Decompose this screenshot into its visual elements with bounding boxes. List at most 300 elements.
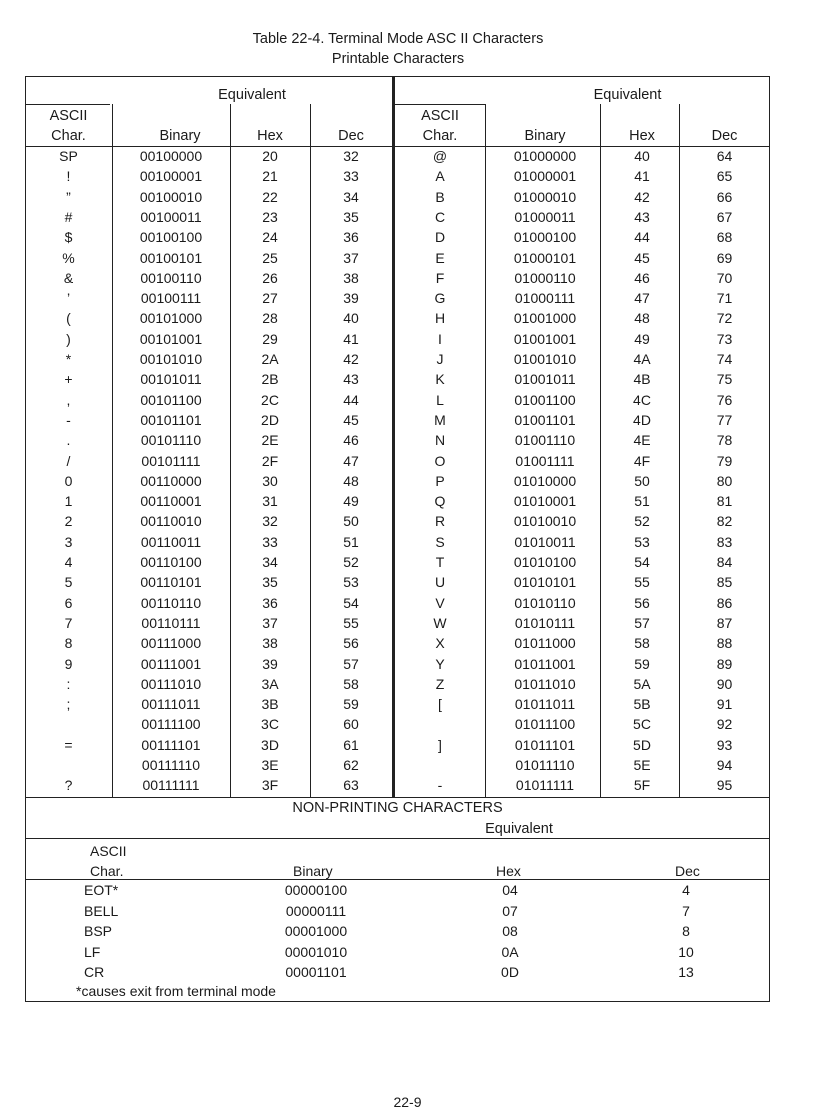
right-dec-cell: 82 <box>716 513 733 530</box>
table-row <box>0 227 815 247</box>
right-char-cell: W <box>433 614 447 631</box>
left-hex-cell: 22 <box>262 188 278 205</box>
right-hex-cell: 52 <box>634 513 650 530</box>
equivalent-header-left: Equivalent <box>218 87 286 103</box>
table-row <box>0 552 815 572</box>
right-char-cell: Z <box>435 675 445 692</box>
right-binary-cell: 01011111 <box>515 777 575 794</box>
right-binary-cell: 01000000 <box>513 148 577 164</box>
dec-header-left: Dec <box>338 128 364 144</box>
right-dec-cell: 93 <box>716 736 733 753</box>
right-char-cell: N <box>434 432 446 449</box>
left-dec-cell: 59 <box>343 696 359 713</box>
table-row <box>0 572 815 592</box>
left-binary-cell: 00101010 <box>139 351 203 367</box>
right-hex-cell: 4A <box>633 351 651 367</box>
right-dec-cell: 91 <box>716 696 733 713</box>
right-dec-cell: 84 <box>716 554 733 570</box>
table-row <box>0 471 815 491</box>
right-char-cell: X <box>435 635 445 652</box>
right-hex-cell: 4C <box>633 391 651 408</box>
left-dec-cell: 44 <box>343 391 359 408</box>
right-hex-cell: 4F <box>633 452 651 469</box>
np-hex-cell: 04 <box>502 882 518 898</box>
right-dec-cell: 66 <box>716 188 733 205</box>
table-row <box>0 410 815 430</box>
right-dec-cell: 80 <box>716 472 733 489</box>
left-char-cell: 9 <box>64 655 73 672</box>
left-dec-cell: 53 <box>343 574 359 591</box>
left-hex-cell: 39 <box>262 655 278 672</box>
ascii-header-left: ASCII <box>49 108 88 124</box>
left-dec-cell: 51 <box>343 533 359 550</box>
left-char-cell: SP <box>59 148 78 164</box>
right-binary-cell: 01000111 <box>514 290 576 307</box>
left-dec-cell: 62 <box>343 757 359 773</box>
table-row <box>0 511 815 531</box>
left-char-cell: 5 <box>64 574 73 591</box>
left-binary-cell: 00100001 <box>139 168 203 185</box>
right-binary-cell: 01010100 <box>513 554 577 570</box>
left-hex-cell: 3D <box>261 736 279 753</box>
right-dec-cell: 95 <box>716 777 733 794</box>
np-title: NON-PRINTING CHARACTERS <box>292 800 503 816</box>
left-binary-cell: 00100010 <box>139 188 203 205</box>
right-char-cell: O <box>434 452 446 469</box>
left-binary-cell: 00110011 <box>140 533 202 550</box>
np-dec-cell: 4 <box>682 882 690 898</box>
right-binary-cell: 01000101 <box>513 249 577 266</box>
left-char-cell: : <box>66 675 71 692</box>
right-binary-cell: 01001101 <box>514 411 576 428</box>
right-hex-cell: 5D <box>633 736 651 753</box>
left-dec-cell: 57 <box>343 655 359 672</box>
table-row <box>0 248 815 268</box>
np-binary-cell: 00000100 <box>284 882 348 898</box>
np-char-cell: BSP <box>84 923 113 939</box>
left-char-cell: . <box>66 432 71 449</box>
left-hex-cell: 3F <box>261 777 279 794</box>
left-char-cell: ) <box>66 330 71 347</box>
table-row <box>0 735 815 755</box>
table-row <box>0 633 815 653</box>
right-binary-cell: 01011000 <box>514 635 576 652</box>
left-char-cell: ! <box>66 168 71 185</box>
left-dec-cell: 63 <box>343 777 359 794</box>
table-title: Table 22-4. Terminal Mode ASC II Characters <box>252 31 544 47</box>
left-hex-cell: 38 <box>262 635 278 652</box>
left-char-cell: 2 <box>64 513 73 530</box>
left-dec-cell: 49 <box>343 493 359 510</box>
left-hex-cell: 27 <box>262 290 278 307</box>
left-dec-cell: 33 <box>343 168 359 185</box>
right-binary-cell: 01000001 <box>513 168 577 185</box>
np-table-row <box>0 942 815 962</box>
left-hex-cell: 21 <box>262 168 278 185</box>
right-hex-cell: 51 <box>634 493 650 510</box>
np-dec-header: Dec <box>675 863 700 879</box>
right-binary-cell: 01010111 <box>514 614 576 631</box>
table-row <box>0 166 815 186</box>
np-char-header: Char. <box>90 863 124 879</box>
right-dec-cell: 86 <box>716 594 733 611</box>
np-hex-cell: 08 <box>502 923 518 939</box>
left-dec-cell: 32 <box>343 148 359 164</box>
np-table-row <box>0 901 815 921</box>
left-binary-cell: 00110110 <box>140 594 202 611</box>
ascii-header-right: ASCII <box>421 108 459 124</box>
left-char-cell: ” <box>66 188 71 205</box>
right-binary-cell: 01011110 <box>515 757 575 773</box>
right-hex-cell: 44 <box>634 229 650 246</box>
right-char-cell: I <box>438 330 442 347</box>
left-dec-cell: 42 <box>343 351 359 367</box>
np-binary-cell: 00001000 <box>284 923 348 939</box>
left-char-cell: - <box>66 411 71 428</box>
right-binary-cell: 01001001 <box>513 330 577 347</box>
left-binary-cell: 00111010 <box>140 675 202 692</box>
right-binary-cell: 01001000 <box>513 310 577 327</box>
left-char-cell: # <box>64 208 73 225</box>
right-char-cell: K <box>435 371 445 388</box>
right-dec-cell: 65 <box>716 168 733 185</box>
right-hex-cell: 4B <box>633 371 651 388</box>
right-binary-cell: 01010110 <box>514 594 576 611</box>
right-char-cell: H <box>434 310 446 327</box>
right-char-cell: E <box>435 249 445 266</box>
np-binary-cell: 00000111 <box>285 902 347 919</box>
left-hex-cell: 37 <box>262 614 278 631</box>
left-binary-cell: 00101000 <box>139 310 203 327</box>
table-row <box>0 532 815 552</box>
left-hex-cell: 3B <box>261 696 279 713</box>
right-binary-cell: 01000100 <box>513 229 577 246</box>
right-char-cell: A <box>435 168 445 185</box>
table-row <box>0 146 815 166</box>
page-number: 22-9 <box>393 1094 422 1110</box>
right-hex-cell: 47 <box>634 290 650 307</box>
right-dec-cell: 69 <box>716 249 733 266</box>
left-hex-cell: 2A <box>261 351 279 367</box>
right-char-cell: J <box>436 351 444 367</box>
left-hex-cell: 3E <box>261 757 279 773</box>
right-hex-cell: 5C <box>633 716 651 733</box>
dec-header-right: Dec <box>711 128 738 144</box>
left-char-cell: , <box>66 391 71 408</box>
left-hex-cell: 26 <box>262 269 278 286</box>
left-binary-cell: 00110101 <box>140 574 202 591</box>
left-binary-cell: 00101110 <box>140 432 202 449</box>
table-row <box>0 369 815 389</box>
right-binary-cell: 01001110 <box>514 432 576 449</box>
char-header-left: Char. <box>51 128 86 144</box>
right-char-cell: F <box>435 269 445 286</box>
right-binary-cell: 01000110 <box>514 269 576 286</box>
right-char-cell: T <box>435 554 445 570</box>
np-binary-header: Binary <box>293 863 333 879</box>
rule <box>25 104 110 105</box>
right-binary-cell: 01010101 <box>513 574 577 591</box>
np-char-cell: EOT* <box>84 882 119 898</box>
left-char-cell: ( <box>66 310 71 327</box>
right-binary-cell: 01001010 <box>513 351 577 367</box>
left-dec-cell: 38 <box>343 269 359 286</box>
table-row <box>0 714 815 734</box>
left-hex-cell: 23 <box>262 208 278 225</box>
right-hex-cell: 48 <box>634 310 650 327</box>
right-hex-cell: 58 <box>634 635 650 652</box>
left-binary-cell: 00101100 <box>140 391 202 408</box>
right-binary-cell: 01010001 <box>513 493 577 510</box>
right-binary-cell: 01000010 <box>513 188 577 205</box>
left-binary-cell: 00101101 <box>140 411 202 428</box>
left-dec-cell: 45 <box>343 411 359 428</box>
left-char-cell: 4 <box>64 554 73 570</box>
right-char-cell: M <box>434 411 446 428</box>
right-hex-cell: 4E <box>633 432 651 449</box>
right-dec-cell: 67 <box>716 208 733 225</box>
left-char-cell: ’ <box>66 290 71 307</box>
table-row <box>0 654 815 674</box>
left-binary-cell: 00101011 <box>140 371 202 388</box>
np-hex-cell: 0D <box>501 964 519 980</box>
footnote: *causes exit from terminal mode <box>76 983 276 999</box>
left-dec-cell: 37 <box>343 249 359 266</box>
left-dec-cell: 52 <box>343 554 359 570</box>
right-dec-cell: 85 <box>716 574 733 591</box>
np-char-cell: LF <box>84 943 101 960</box>
right-dec-cell: 94 <box>716 757 733 773</box>
right-char-cell: C <box>434 208 446 225</box>
right-binary-cell: 01011011 <box>514 696 576 713</box>
table-row <box>0 451 815 471</box>
np-char-cell: BELL <box>84 902 119 919</box>
right-binary-cell: 01011101 <box>514 736 576 753</box>
table-row <box>0 694 815 714</box>
np-table-row <box>0 921 815 941</box>
left-char-cell: 7 <box>64 614 73 631</box>
right-dec-cell: 92 <box>716 716 733 733</box>
hex-header-left: Hex <box>257 128 283 144</box>
left-hex-cell: 24 <box>262 229 278 246</box>
left-binary-cell: 00111101 <box>141 736 201 753</box>
right-hex-cell: 59 <box>634 655 650 672</box>
right-binary-cell: 01001011 <box>514 371 576 388</box>
right-binary-cell: 01010010 <box>513 513 577 530</box>
right-hex-cell: 42 <box>634 188 650 205</box>
right-hex-cell: 5F <box>633 777 651 794</box>
left-dec-cell: 58 <box>343 675 359 692</box>
table-subtitle: Printable Characters <box>331 51 465 67</box>
left-hex-cell: 25 <box>262 249 278 266</box>
right-char-cell: G <box>434 290 446 307</box>
right-dec-cell: 64 <box>716 148 733 164</box>
left-dec-cell: 46 <box>343 432 359 449</box>
right-dec-cell: 71 <box>716 290 733 307</box>
left-char-cell: 8 <box>64 635 73 652</box>
right-dec-cell: 81 <box>716 493 733 510</box>
left-hex-cell: 3C <box>261 716 279 733</box>
left-binary-cell: 00100111 <box>140 290 202 307</box>
right-dec-cell: 79 <box>716 452 733 469</box>
np-binary-cell: 00001101 <box>285 964 347 980</box>
right-dec-cell: 74 <box>716 351 733 367</box>
left-binary-cell: 00110000 <box>140 472 202 489</box>
np-hex-header: Hex <box>496 863 521 879</box>
np-hex-cell: 0A <box>501 943 519 960</box>
left-dec-cell: 36 <box>343 229 359 246</box>
table-row <box>0 755 815 775</box>
right-dec-cell: 77 <box>716 411 733 428</box>
right-hex-cell: 55 <box>634 574 650 591</box>
left-binary-cell: 00111011 <box>141 696 201 713</box>
right-hex-cell: 5B <box>633 696 651 713</box>
left-dec-cell: 61 <box>343 736 359 753</box>
right-hex-cell: 45 <box>634 249 650 266</box>
left-char-cell: / <box>66 452 71 469</box>
right-char-cell: [ <box>438 696 442 713</box>
np-dec-cell: 7 <box>682 902 690 919</box>
right-hex-cell: 5A <box>633 675 651 692</box>
left-char-cell: ? <box>64 777 73 794</box>
left-hex-cell: 35 <box>262 574 278 591</box>
table-row <box>0 674 815 694</box>
left-binary-cell: 00110100 <box>140 554 202 570</box>
left-hex-cell: 2F <box>261 452 279 469</box>
left-dec-cell: 34 <box>343 188 359 205</box>
table-row <box>0 308 815 328</box>
left-char-cell: 0 <box>64 472 73 489</box>
table-row <box>0 329 815 349</box>
right-char-cell: @ <box>432 148 448 164</box>
left-char-cell: 6 <box>64 594 73 611</box>
right-binary-cell: 01011100 <box>514 716 576 733</box>
right-dec-cell: 83 <box>716 533 733 550</box>
right-binary-cell: 01001111 <box>515 452 575 469</box>
right-hex-cell: 50 <box>634 472 650 489</box>
left-binary-cell: 00101001 <box>139 330 203 347</box>
left-binary-cell: 00111100 <box>141 716 201 733</box>
binary-header-left: Binary <box>159 128 201 144</box>
table-row <box>0 288 815 308</box>
left-dec-cell: 41 <box>343 330 359 347</box>
left-hex-cell: 31 <box>262 493 278 510</box>
right-dec-cell: 75 <box>716 371 733 388</box>
left-hex-cell: 32 <box>262 513 278 530</box>
right-dec-cell: 70 <box>716 269 733 286</box>
left-char-cell: ; <box>66 696 71 713</box>
np-table-row <box>0 880 815 900</box>
left-binary-cell: 00111000 <box>140 635 202 652</box>
left-char-cell: = <box>64 736 73 753</box>
np-hex-cell: 07 <box>502 902 518 919</box>
right-hex-cell: 46 <box>634 269 650 286</box>
np-dec-cell: 8 <box>682 923 690 939</box>
right-dec-cell: 89 <box>716 655 733 672</box>
np-equivalent-header: Equivalent <box>485 821 553 837</box>
hex-header-right: Hex <box>629 128 655 144</box>
table-row <box>0 187 815 207</box>
right-hex-cell: 53 <box>634 533 650 550</box>
left-binary-cell: 00111001 <box>140 655 202 672</box>
left-binary-cell: 00110111 <box>141 614 201 631</box>
left-char-cell: 3 <box>64 533 73 550</box>
right-hex-cell: 49 <box>634 330 650 347</box>
left-binary-cell: 00110001 <box>140 493 202 510</box>
binary-header-right: Binary <box>524 128 566 144</box>
right-binary-cell: 01010011 <box>514 533 576 550</box>
right-char-cell: R <box>434 513 446 530</box>
left-hex-cell: 29 <box>262 330 278 347</box>
np-dec-cell: 10 <box>678 943 694 960</box>
left-hex-cell: 30 <box>262 472 278 489</box>
left-dec-cell: 40 <box>343 310 359 327</box>
left-hex-cell: 36 <box>262 594 278 611</box>
left-hex-cell: 2C <box>261 391 279 408</box>
left-binary-cell: 00100011 <box>140 208 202 225</box>
right-char-cell: D <box>434 229 446 246</box>
right-binary-cell: 01010000 <box>513 472 577 489</box>
left-dec-cell: 39 <box>343 290 359 307</box>
left-hex-cell: 20 <box>262 148 278 164</box>
table-row <box>0 390 815 410</box>
left-binary-cell: 00100110 <box>140 269 202 286</box>
left-hex-cell: 2D <box>261 411 279 428</box>
table-row <box>0 491 815 511</box>
left-dec-cell: 56 <box>343 635 359 652</box>
right-dec-cell: 90 <box>716 675 733 692</box>
np-char-cell: CR <box>84 964 105 980</box>
np-binary-cell: 00001010 <box>284 943 348 960</box>
right-char-cell: U <box>434 574 446 591</box>
equivalent-header-right: Equivalent <box>593 87 662 103</box>
char-header-right: Char. <box>422 128 458 144</box>
right-binary-cell: 01000011 <box>514 208 576 225</box>
right-char-cell: Q <box>434 493 446 510</box>
right-hex-cell: 43 <box>634 208 650 225</box>
np-dec-cell: 13 <box>678 964 694 980</box>
right-char-cell: L <box>436 391 444 408</box>
right-dec-cell: 73 <box>716 330 733 347</box>
left-dec-cell: 54 <box>343 594 359 611</box>
right-dec-cell: 88 <box>716 635 733 652</box>
np-ascii-header: ASCII <box>90 843 127 859</box>
right-binary-cell: 01011001 <box>514 655 576 672</box>
right-char-cell: Y <box>435 655 445 672</box>
np-table-row <box>0 962 815 982</box>
right-hex-cell: 5E <box>633 757 651 773</box>
left-char-cell: * <box>65 351 72 367</box>
right-dec-cell: 87 <box>716 614 733 631</box>
left-hex-cell: 2B <box>261 371 279 388</box>
left-char-cell: % <box>62 249 75 266</box>
right-hex-cell: 57 <box>634 614 650 631</box>
left-dec-cell: 48 <box>343 472 359 489</box>
right-hex-cell: 41 <box>634 168 650 185</box>
table-row <box>0 775 815 795</box>
right-hex-cell: 54 <box>634 554 650 570</box>
table-row <box>0 430 815 450</box>
left-hex-cell: 33 <box>262 533 278 550</box>
left-binary-cell: 00111110 <box>141 757 201 773</box>
np-top-rule <box>25 838 770 839</box>
left-char-cell: + <box>64 371 73 388</box>
left-binary-cell: 00101111 <box>141 452 201 469</box>
left-char-cell: 1 <box>64 493 73 510</box>
right-hex-cell: 4D <box>633 411 651 428</box>
right-char-cell: S <box>435 533 445 550</box>
left-binary-cell: 00110010 <box>140 513 202 530</box>
